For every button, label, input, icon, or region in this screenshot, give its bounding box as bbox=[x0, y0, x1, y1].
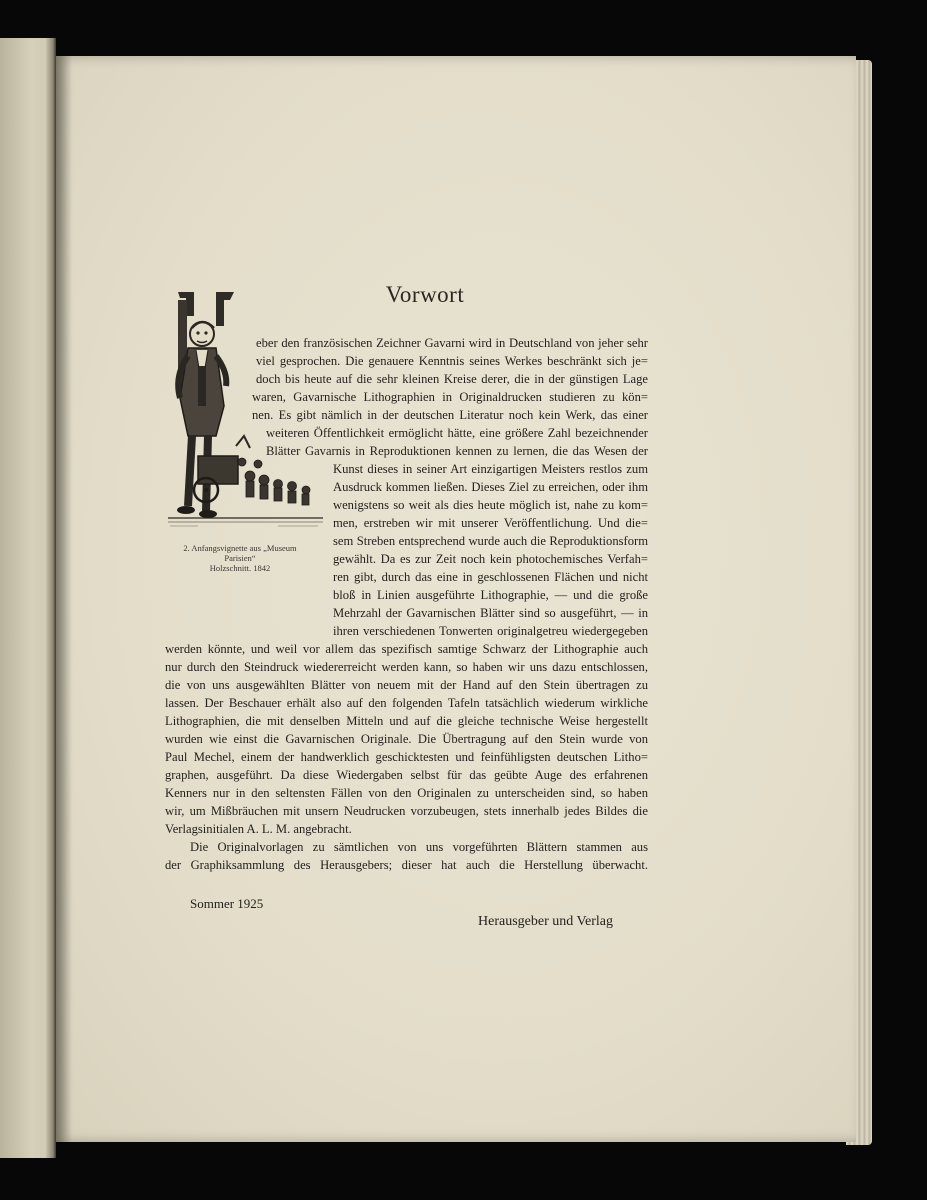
caption-line: 2. Anfangsvignette aus „Museum bbox=[183, 543, 297, 553]
body-line: Ausdruck kommen ließen. Dieses Ziel zu erreichen, oder ihm bbox=[333, 480, 648, 494]
body-line: Mehrzahl der Gavarnischen Blätter sind so ausgeführt, — in bbox=[333, 606, 648, 620]
body-line: Lithographien, die mit denselben Mitteln und auf die gleiche technische Weise hergestellt bbox=[165, 714, 648, 728]
body-line: Die Originalvorlagen zu sämtlichen von uns vorgeführten Blättern stammen aus bbox=[190, 840, 648, 854]
left-page-edge bbox=[0, 38, 52, 1158]
body-line: graphen, ausgeführt. Da diese Wiedergaben selbst für das geübte Auge des erfahrenen bbox=[165, 768, 648, 782]
body-line: Kenners nur in den seltensten Fällen von den Originalen zu unterscheiden sind, so haben bbox=[165, 786, 648, 800]
body-line: wir, um Mißbräuchen mit unsern Neudrucken vorzubeugen, stets innerhalb jedes Bildes die bbox=[165, 804, 648, 818]
gutter-shadow bbox=[56, 56, 72, 1142]
body-line: waren, Gavarnische Lithographien in Originaldrucken studieren zu kön= bbox=[252, 390, 648, 404]
body-line: nur durch den Steindruck wiedererreicht werden kann, so haben wir uns dazu entschlossen, bbox=[165, 660, 648, 674]
body-line: die von uns ausgewählten Blätter von neuem mit der Hand auf den Stein übertragen zu bbox=[165, 678, 648, 692]
body-line: nen. Es gibt nämlich in der deutschen Literatur noch kein Werk, das einer bbox=[252, 408, 648, 422]
body-line: Verlagsinitialen A. L. M. angebracht. bbox=[165, 822, 352, 836]
body-line: werden könnte, und weil vor allem das spezifisch samtige Schwarz der Lithographie auch bbox=[165, 642, 648, 656]
body-line: ren gibt, durch das eine in geschlossenen Flächen und nicht bbox=[333, 570, 648, 584]
body-line: viel gesprochen. Die genauere Kenntnis seines Werkes beschränkt sich je= bbox=[256, 354, 648, 368]
body-line: wenigstens so weit als dies heute möglich ist, nahe zu kom= bbox=[333, 498, 648, 512]
body-line: men, erstreben wir mit unserer Veröffentlichung. Und die= bbox=[333, 516, 648, 530]
body-line: bloß in Linien ausgeführte Lithographie, — und die große bbox=[333, 588, 648, 602]
body-line: wurden wie einst die Gavarnischen Originale. Die Übertragung auf den Stein wurde von bbox=[165, 732, 648, 746]
body-line: weiteren Öffentlichkeit ermöglicht hätte, eine größere Zahl bezeichnender bbox=[266, 426, 648, 440]
body-line: Paul Mechel, einem der handwerklich geschicktesten und feinfühligsten deutschen Litho= bbox=[165, 750, 648, 764]
body-line: sem Streben entsprechend wurde auch die Reproduktionsform bbox=[333, 534, 648, 548]
signature: Herausgeber und Verlag bbox=[478, 914, 614, 929]
body-line: Kunst dieses in seiner Art einzigartigen Meisters restlos zum bbox=[333, 462, 648, 476]
body-line: eber den französischen Zeichner Gavarni wird in Deutschland von jeher sehr bbox=[256, 336, 648, 350]
body-line: doch bis heute auf die sehr kleinen Kreise derer, die in der günstigen Lage bbox=[256, 372, 648, 386]
body-line: der Graphiksammlung des Herausgebers; dieser hat auch die Herstellung überwacht. bbox=[165, 858, 648, 872]
caption-line: Parisien“ bbox=[224, 553, 256, 563]
vignette-caption bbox=[160, 543, 320, 573]
body-line: lassen. Der Beschauer erhält also auf den folgenden Tafeln tatsächlich wiederum wirkliche bbox=[165, 696, 648, 710]
body-line: Blätter Gavarnis in Reproduktionen kennen zu lernen, die das Wesen der bbox=[266, 444, 648, 458]
body-line: gewählt. Da es zur Zeit noch kein photochemisches Verfah= bbox=[333, 552, 648, 566]
date-line: Sommer 1925 bbox=[190, 896, 264, 911]
page-title: Vorwort bbox=[385, 282, 465, 307]
book-spine-shadow bbox=[46, 38, 56, 1158]
caption-line: Holzschnitt. 1842 bbox=[209, 563, 271, 573]
body-line: ihren verschiedenen Tonwerten originalgetreu wiedergegeben bbox=[333, 624, 648, 638]
